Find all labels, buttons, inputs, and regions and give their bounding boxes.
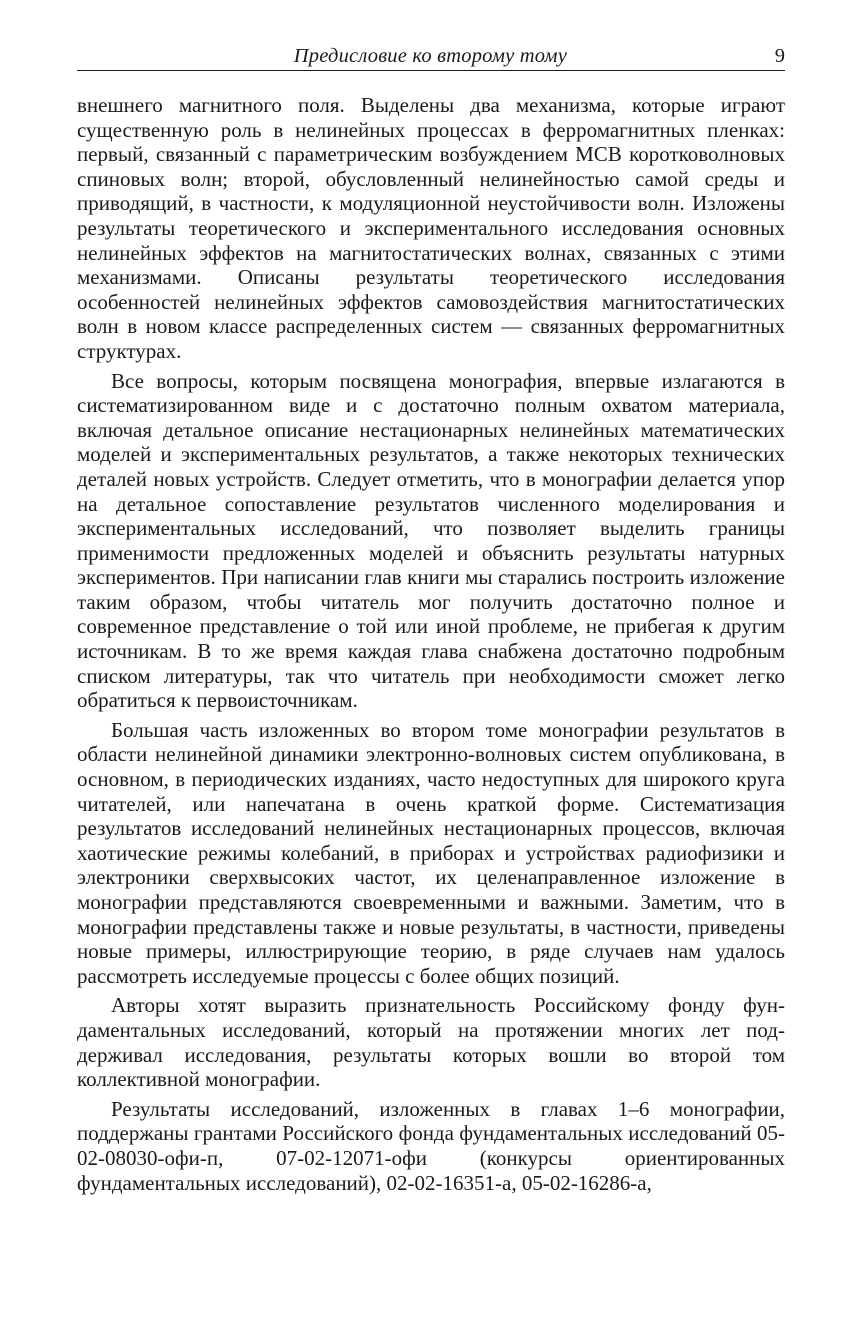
page-number: 9 [774, 45, 785, 67]
running-header [77, 42, 785, 71]
paragraph: Все вопросы, которым посвящена монография, впервые излагаются в систематизированном виде и с достаточно полным охватом материала, включая детальное описание нестационарных нелинейных математических моделей и экспериментальных результатов, а также некоторых технических деталей новых устройств. Следует отметить, что в монографии делается упор на детальное сопоставление результатов численного моделирования и экспериментальных исследований, что позволяет выделить границы применимости предложенных моделей и объяснить результаты натурных экспериментов. При написании глав книги мы старались построить изложение таким образом, чтобы читатель мог получить достаточно полное и современное представление о той или иной проблеме, не прибегая к другим источникам. В то же время каждая глава снабжена достаточно подробным списком литературы, так что читатель при необходимости сможет легко обратиться к первоисточникам. [77, 368, 785, 713]
paragraph-continuation: внешнего магнитного поля. Выделены два механизма, которые играют существенную роль в нелинейных процессах в ферромагнитных пленках: первый, связанный с параметрическим возбуждением МСВ коротковолновых спиновых волн; второй, обусловленный нелинейностью самой среды и приводящий, в частности, к модуляционной неустойчивости волн. Изложены результаты теоретического и экспериментального исследования основных нелинейных эффектов на магнитостатических волнах, связанных с этими механизмами. Описаны результаты теоретического исследования особенностей нелинейных эффектов самовоздействия магнитостатических волн в новом классе распределенных систем — связанных ферромагнитных структурах. [77, 93, 785, 363]
body-text [77, 93, 785, 1195]
paragraph: Большая часть изложенных во втором томе монографии результатов в области нелинейной динамики электронно-волновых систем опубликована, в основном, в периодических изданиях, часто недоступных для широкого круга читателей, или напечатана в очень краткой форме. Систематизация результатов исследований нелинейных нестационарных процессов, включая хаотические режимы колебаний, в приборах и устройствах радиофизики и электроники сверхвысоких частот, их целенаправленное изложение в монографии представляются своевременными и важными. Заметим, что в монографии представлены также и новые результаты, в частности, приведены новые примеры, иллюстрирующие теорию, в ряде случаев нам удалось рассмотреть исследуемые процессы с более общих позиций. [77, 717, 785, 988]
book-page [77, 42, 785, 1200]
paragraph-grants: Результаты исследований, изложенных в главах 1–6 монографии, поддержаны грантами Российского фонда фундаментальных исследований 05-02-08030-офи-п, 07-02-12071-офи (конкурсы ориентированных фундаментальных исследований), 02-02-16351-а, 05-02-16286-а, [77, 1096, 785, 1195]
running-title: Предисловие ко второму тому [293, 45, 567, 67]
paragraph-acknowledgement: Авторы хотят выразить признательность Российскому фонду фундаментальных исследований, который на протяжении многих лет поддерживал исследования, результаты которых вошли во второй том коллективной монографии. [77, 993, 785, 1092]
